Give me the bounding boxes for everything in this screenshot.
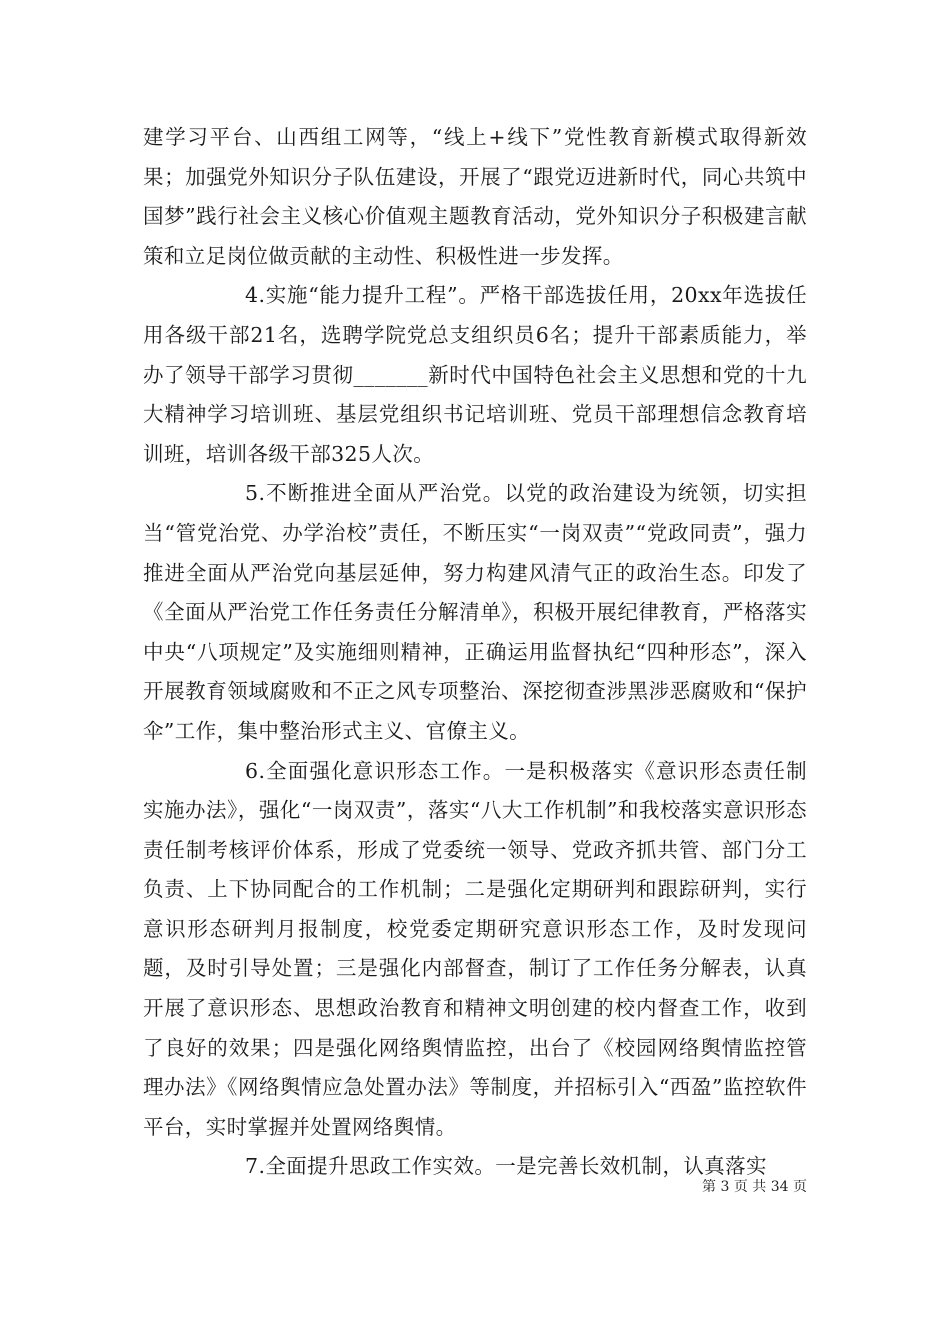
paragraph-item-4: 4.实施“能力提升工程”。严格干部选拔任用，20xx年选拔任用各级干部21名，选聘学院党总支组织员6名；提升干部素质能力，举办了领导干部学习贯彻_______新时代中国特色社会主义思想和党的十九大精神学习培训班、基层党组织书记培训班、党员干部理想信念教育培训班，培训各级干部325人次。 (143, 283, 807, 466)
paragraph-item-5: 5.不断推进全面从严治党。以党的政治建设为统领，切实担当“管党治党、办学治校”责任，不断压实“一岗双责”“党政同责”，强力推进全面从严治党向基层延伸，努力构建风清气正的政治生态。印发了《全面从严治党工作任务责任分解清单》，积极开展纪律教育，严格落实中央“八项规定”及实施细则精神，正确运用监督执纪“四种形态”，深入开展教育领域腐败和不正之风专项整治、深挖彻查涉黑涉恶腐败和“保护伞”工作，集中整治形式主义、官僚主义。 (143, 481, 807, 743)
paragraph-item-7: 7.全面提升思政工作实效。一是完善长效机制，认真落实 (245, 1154, 767, 1179)
page-number-footer: 第 3 页 共 34 页 (702, 1179, 807, 1195)
paragraph-continuation: 建学习平台、山西组工网等，“线上+线下”党性教育新模式取得新效果；加强党外知识分子队伍建设，开展了“跟党迈进新时代，同心共筑中国梦”践行社会主义核心价值观主题教育活动，党外知识分子积极建言献策和立足岗位做贡献的主动性、积极性进一步发挥。 (143, 125, 807, 268)
paragraph-item-6: 6.全面强化意识形态工作。一是积极落实《意识形态责任制实施办法》，强化“一岗双责”，落实“八大工作机制”和我校落实意识形态责任制考核评价体系，形成了党委统一领导、党政齐抓共管、部门分工负责、上下协同配合的工作机制；二是强化定期研判和跟踪研判，实行意识形态研判月报制度，校党委定期研究意识形态工作，及时发现问题，及时引导处置；三是强化内部督查，制订了工作任务分解表，认真开展了意识形态、思想政治教育和精神文明创建的校内督查工作，收到了良好的效果；四是强化网络舆情监控，出台了《校园网络舆情监控管理办法》《网络舆情应急处置办法》等制度，并招标引入“西盈”监控软件平台，实时掌握并处置网络舆情。 (143, 758, 807, 1139)
document-body (143, 118, 807, 1187)
